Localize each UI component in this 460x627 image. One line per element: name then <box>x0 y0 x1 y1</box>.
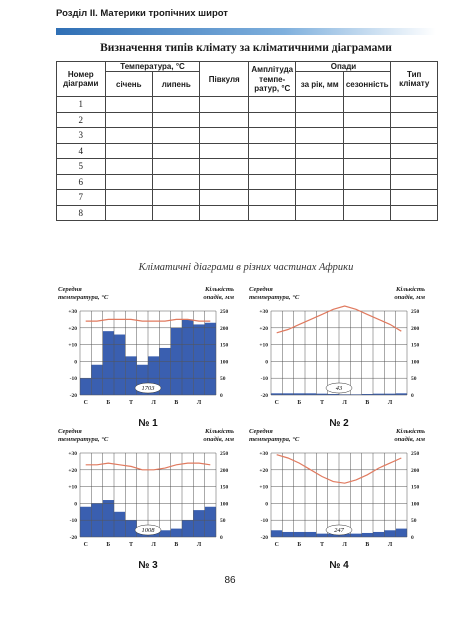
figure-title: Кліматичні діаграми в різних частинах Африки <box>138 262 354 273</box>
table-row <box>57 97 438 113</box>
table-row <box>57 143 438 159</box>
temp-tick-label: +10 <box>259 484 268 491</box>
diagram-caption: № 4 <box>329 560 349 571</box>
table-row <box>57 190 438 206</box>
precip-tick-label: 250 <box>411 451 420 457</box>
diagram-caption: № 2 <box>329 418 349 429</box>
temp-axis-label-line: Середня <box>249 286 273 293</box>
precip-bar <box>125 520 136 537</box>
month-label: С <box>274 542 279 548</box>
precip-axis-label-line: Кількість <box>205 428 234 435</box>
row-number: 6 <box>57 174 106 190</box>
temp-axis-label-line: температура, °С <box>58 294 109 301</box>
temp-tick-label: 0 <box>74 501 77 508</box>
month-label: С <box>274 400 279 406</box>
col-precip: Опади <box>296 62 391 72</box>
table-cell[interactable] <box>391 174 438 190</box>
precip-axis-label-line: опадів, мм <box>394 436 425 443</box>
precip-tick-label: 0 <box>220 535 223 541</box>
table-cell[interactable] <box>105 97 152 113</box>
month-label: Б <box>106 400 111 406</box>
precip-bar <box>205 507 216 537</box>
row-number: 7 <box>57 190 106 206</box>
table-cell[interactable] <box>249 128 296 144</box>
row-number: 3 <box>57 128 106 144</box>
table-cell[interactable] <box>200 128 249 144</box>
precip-tick-label: 200 <box>411 467 420 474</box>
precip-bar <box>114 335 125 395</box>
table-cell[interactable] <box>200 205 249 221</box>
col-climate-type: Тип клімату <box>391 62 438 97</box>
table-cell[interactable] <box>296 128 343 144</box>
temp-tick-label: -10 <box>69 376 77 383</box>
temp-tick-label: 0 <box>74 359 77 366</box>
precip-tick-label: 100 <box>411 359 420 366</box>
climate-diagram-2 <box>247 283 427 433</box>
table-row <box>57 128 438 144</box>
precip-tick-label: 100 <box>411 501 420 508</box>
precip-tick-label: 0 <box>411 393 414 399</box>
precip-bar <box>282 532 293 537</box>
table-cell[interactable] <box>296 97 343 113</box>
table-cell[interactable] <box>153 143 200 159</box>
temp-axis-label-line: Середня <box>58 286 82 293</box>
climate-table <box>56 61 438 221</box>
temp-tick-label: +30 <box>259 451 268 457</box>
precip-tick-label: 0 <box>411 535 414 541</box>
table-cell[interactable] <box>249 174 296 190</box>
table-row <box>57 174 438 190</box>
precip-tick-label: 50 <box>411 518 417 525</box>
month-label: Л <box>151 542 156 548</box>
month-label: Л <box>196 400 202 406</box>
precip-tick-label: 150 <box>411 484 420 491</box>
temp-tick-label: 0 <box>265 501 268 508</box>
precip-bar <box>271 393 282 395</box>
precip-bar <box>103 500 114 537</box>
table-cell[interactable] <box>391 190 438 206</box>
table-cell[interactable] <box>343 205 390 221</box>
month-label: С <box>83 400 88 406</box>
temp-tick-label: +20 <box>259 467 268 474</box>
precip-bar <box>350 534 361 537</box>
table-cell[interactable] <box>153 205 200 221</box>
diagram-caption: № 3 <box>138 560 158 571</box>
table-cell[interactable] <box>296 205 343 221</box>
table-cell[interactable] <box>153 128 200 144</box>
precip-total-label: 1703 <box>141 385 155 393</box>
table-cell[interactable] <box>343 97 390 113</box>
temp-tick-label: -20 <box>69 393 77 399</box>
temp-tick-label: -10 <box>260 376 268 383</box>
precip-bar <box>182 319 193 395</box>
temp-tick-label: -20 <box>69 535 77 541</box>
section-header: Розділ II. Материки тропічних широт <box>56 8 228 19</box>
header-accent-bar <box>56 28 436 35</box>
table-cell[interactable] <box>200 112 249 128</box>
table-cell[interactable] <box>105 159 152 175</box>
table-cell[interactable] <box>153 97 200 113</box>
month-label: Б <box>106 542 111 548</box>
table-cell[interactable] <box>296 190 343 206</box>
precip-total-label: 43 <box>335 385 343 393</box>
precip-axis-label-line: Кількість <box>205 286 234 293</box>
precip-axis-label <box>203 428 234 443</box>
precip-tick-label: 150 <box>411 342 420 349</box>
precip-tick-label: 150 <box>220 484 229 491</box>
precip-tick-label: 250 <box>220 451 229 457</box>
climate-diagram-3 <box>56 425 236 575</box>
month-label: Л <box>151 400 156 406</box>
precip-axis-label <box>394 428 425 443</box>
table-cell[interactable] <box>391 205 438 221</box>
temp-tick-label: +20 <box>259 325 268 332</box>
table-cell[interactable] <box>391 143 438 159</box>
precip-tick-label: 200 <box>220 467 229 474</box>
temp-axis-label-line: Середня <box>58 428 82 435</box>
table-cell[interactable] <box>105 143 152 159</box>
table-cell[interactable] <box>105 112 152 128</box>
table-cell[interactable] <box>153 159 200 175</box>
precip-bar <box>396 393 407 395</box>
row-number: 5 <box>57 159 106 175</box>
table-cell[interactable] <box>153 112 200 128</box>
table-cell[interactable] <box>249 159 296 175</box>
month-label: Л <box>387 542 393 548</box>
precip-axis-label-line: опадів, мм <box>203 436 234 443</box>
precip-tick-label: 100 <box>220 359 229 366</box>
table-cell[interactable] <box>296 159 343 175</box>
table-cell[interactable] <box>343 112 390 128</box>
precip-bar <box>193 510 204 537</box>
diagram-caption: № 1 <box>138 418 158 429</box>
temp-tick-label: +20 <box>68 467 77 474</box>
row-number: 8 <box>57 205 106 221</box>
precip-bar <box>103 331 114 395</box>
temp-axis-label <box>58 286 109 301</box>
col-per-year: за рік, мм <box>296 72 343 97</box>
month-label: Т <box>129 542 133 548</box>
temp-axis-label-line: температура, °С <box>249 436 300 443</box>
temp-tick-label: -10 <box>69 518 77 525</box>
precip-bar <box>305 393 316 395</box>
month-label: Л <box>342 400 347 406</box>
col-july: липень <box>153 72 200 97</box>
table-cell[interactable] <box>343 159 390 175</box>
table-cell[interactable] <box>391 97 438 113</box>
precip-bar <box>125 356 136 395</box>
temp-axis-label <box>58 428 109 443</box>
precip-axis-label-line: Кількість <box>396 286 425 293</box>
precip-axis-label-line: опадів, мм <box>203 294 234 301</box>
temp-axis-label <box>249 286 300 301</box>
table-cell[interactable] <box>200 174 249 190</box>
precip-total-label: 1008 <box>141 527 155 535</box>
table-cell[interactable] <box>391 112 438 128</box>
precip-axis-label <box>203 286 234 301</box>
precip-total-label: 247 <box>334 527 344 535</box>
table-cell[interactable] <box>249 205 296 221</box>
col-seasonality: сезонність <box>343 72 390 97</box>
precip-bar <box>193 324 204 395</box>
precip-bar <box>205 323 216 395</box>
table-cell[interactable] <box>249 143 296 159</box>
month-label: Б <box>297 542 302 548</box>
month-label: Б <box>297 400 302 406</box>
col-number: Номер діаграми <box>57 62 106 97</box>
month-label: С <box>83 542 88 548</box>
table-cell[interactable] <box>105 205 152 221</box>
temp-tick-label: +10 <box>68 484 77 491</box>
precip-tick-label: 250 <box>220 309 229 315</box>
precip-tick-label: 50 <box>220 376 226 383</box>
precip-bar <box>316 534 327 537</box>
table-cell[interactable] <box>296 143 343 159</box>
month-label: В <box>365 400 370 406</box>
precip-bar <box>384 530 395 537</box>
table-row <box>57 112 438 128</box>
precip-bar <box>282 393 293 395</box>
page-number: 86 <box>224 575 236 586</box>
precip-bar <box>362 533 373 537</box>
table-cell[interactable] <box>296 112 343 128</box>
temp-tick-label: +10 <box>68 342 77 349</box>
temp-axis-label <box>249 428 300 443</box>
climate-diagram-4 <box>247 425 427 575</box>
temp-tick-label: +30 <box>68 309 77 315</box>
row-number: 4 <box>57 143 106 159</box>
precip-bar <box>305 532 316 537</box>
month-label: Т <box>320 542 324 548</box>
table-title: Визначення типів клімату за кліматичними діаграмами <box>100 42 392 54</box>
table-cell[interactable] <box>391 159 438 175</box>
precip-tick-label: 50 <box>220 518 226 525</box>
table-cell[interactable] <box>343 174 390 190</box>
precip-bar <box>373 532 384 537</box>
precip-tick-label: 100 <box>220 501 229 508</box>
col-temperature: Температура, °С <box>105 62 200 72</box>
precip-bar <box>271 530 282 537</box>
precip-axis-label-line: Кількість <box>396 428 425 435</box>
table-cell[interactable] <box>200 143 249 159</box>
precip-tick-label: 200 <box>220 325 229 332</box>
temp-tick-label: 0 <box>265 359 268 366</box>
precip-bar <box>294 532 305 537</box>
table-cell[interactable] <box>391 128 438 144</box>
table-cell[interactable] <box>200 159 249 175</box>
table-cell[interactable] <box>200 97 249 113</box>
temp-tick-label: -20 <box>260 393 268 399</box>
precip-bar <box>80 507 91 537</box>
precip-axis-label-line: опадів, мм <box>394 294 425 301</box>
precip-bar <box>114 512 125 537</box>
table-cell[interactable] <box>200 190 249 206</box>
precip-axis-label <box>394 286 425 301</box>
table-cell[interactable] <box>105 174 152 190</box>
table-cell[interactable] <box>343 128 390 144</box>
climate-diagram-1 <box>56 283 236 433</box>
table-row <box>57 159 438 175</box>
precip-bar <box>294 393 305 395</box>
col-january: січень <box>105 72 152 97</box>
table-cell[interactable] <box>343 143 390 159</box>
col-hemisphere: Півкуля <box>200 62 249 97</box>
month-label: Т <box>320 400 324 406</box>
precip-bar <box>171 529 182 537</box>
precip-tick-label: 0 <box>220 393 223 399</box>
temp-axis-label-line: температура, °С <box>58 436 109 443</box>
temp-tick-label: +30 <box>259 309 268 315</box>
table-cell[interactable] <box>153 190 200 206</box>
table-row <box>57 205 438 221</box>
temp-axis-label-line: температура, °С <box>249 294 300 301</box>
precip-bar <box>91 365 102 395</box>
temp-tick-label: -20 <box>260 535 268 541</box>
table-cell[interactable] <box>296 174 343 190</box>
precip-tick-label: 200 <box>411 325 420 332</box>
precip-bar <box>80 378 91 395</box>
month-label: Л <box>387 400 393 406</box>
table-cell[interactable] <box>105 190 152 206</box>
row-number: 2 <box>57 112 106 128</box>
month-label: В <box>174 400 179 406</box>
precip-bar <box>396 529 407 537</box>
temp-tick-label: +30 <box>68 451 77 457</box>
table-cell[interactable] <box>249 190 296 206</box>
temp-tick-label: -10 <box>260 518 268 525</box>
month-label: В <box>365 542 370 548</box>
table-cell[interactable] <box>249 97 296 113</box>
col-amplitude: Амплітуда температур, °С <box>249 62 296 97</box>
precip-bar <box>159 530 170 537</box>
temp-tick-label: +10 <box>259 342 268 349</box>
month-label: В <box>174 542 179 548</box>
month-label: Л <box>196 542 202 548</box>
temp-tick-label: +20 <box>68 325 77 332</box>
table-cell[interactable] <box>153 174 200 190</box>
month-label: Т <box>129 400 133 406</box>
precip-tick-label: 250 <box>411 309 420 315</box>
table-cell[interactable] <box>105 128 152 144</box>
precip-bar <box>182 520 193 537</box>
table-cell[interactable] <box>343 190 390 206</box>
row-number: 1 <box>57 97 106 113</box>
precip-tick-label: 150 <box>220 342 229 349</box>
temp-axis-label-line: Середня <box>249 428 273 435</box>
table-cell[interactable] <box>249 112 296 128</box>
month-label: Л <box>342 542 347 548</box>
precip-tick-label: 50 <box>411 376 417 383</box>
